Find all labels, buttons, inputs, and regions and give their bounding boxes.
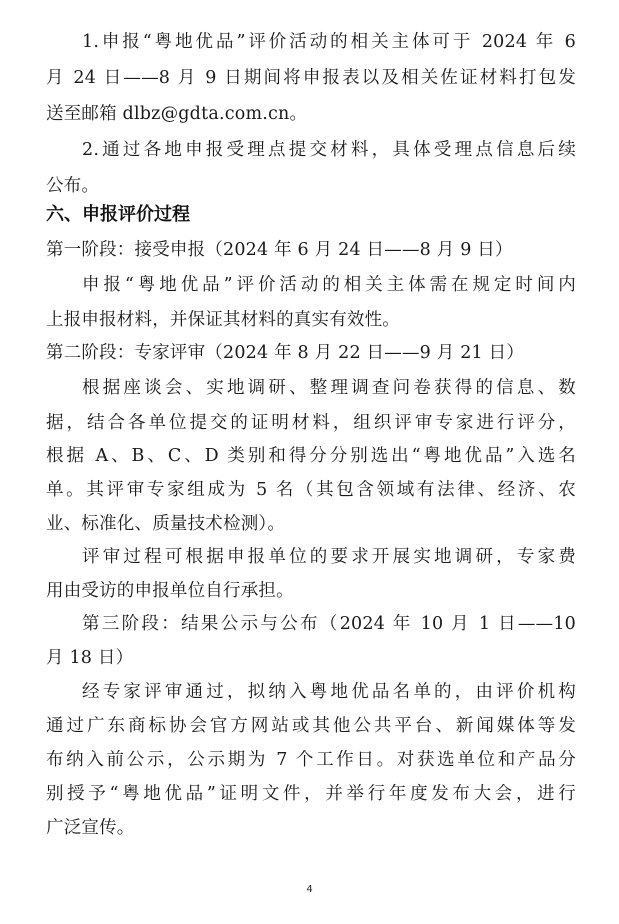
item1-line-2: 月 24 日——8 月 9 日期间将申报表以及相关佐证材料打包发 bbox=[46, 68, 576, 88]
item1-line-1: 1.申报“粤地优品”评价活动的相关主体可于 2024 年 6 bbox=[82, 32, 576, 52]
stage1-body-line-2: 上报申报材料，并保证其材料的真实有效性。 bbox=[46, 310, 400, 330]
stage2-title: 第二阶段：专家评审（2024 年 8 月 22 日——9 月 21 日） bbox=[46, 343, 525, 363]
stage3-body-line-1: 经专家评审通过，拟纳入粤地优品名单的，由评价机构 bbox=[82, 682, 576, 702]
stage3-title-line-2: 月 18 日） bbox=[46, 648, 134, 668]
stage1-body-line-1: 申报“粤地优品”评价活动的相关主体需在规定时间内 bbox=[82, 275, 576, 295]
stage2-body-line-2: 据，结合各单位提交的证明材料，组织评审专家进行评分， bbox=[46, 413, 576, 433]
item2-line-1: 2.通过各地申报受理点提交材料，具体受理点信息后续 bbox=[82, 140, 576, 160]
item2-line-2: 公布。 bbox=[46, 176, 100, 196]
stage2-body-line-1: 根据座谈会、实地调研、整理调查问卷获得的信息、数 bbox=[82, 378, 576, 398]
stage1-title: 第一阶段：接受申报（2024 年 6 月 24 日——8 月 9 日） bbox=[46, 240, 513, 260]
stage2-body-line-5: 业、标准化、质量技术检测）。 bbox=[46, 514, 286, 534]
stage3-body-line-2: 通过广东商标协会官方网站或其他公共平台、新闻媒体等发 bbox=[46, 716, 576, 736]
stage2-body2-line-1: 评审过程可根据申报单位的要求开展实地调研，专家费 bbox=[82, 547, 576, 567]
stage3-title-line-1: 第三阶段：结果公示与公布（2024 年 10 月 1 日——10 bbox=[82, 614, 576, 634]
stage2-body-line-4: 单。其评审专家组成为 5 名（其包含领域有法律、经济、农 bbox=[46, 480, 576, 500]
stage3-body-line-3: 布纳入前公示，公示期为 7 个工作日。对获选单位和产品分 bbox=[46, 750, 576, 770]
section-title: 六、申报评价过程 bbox=[46, 204, 190, 225]
stage2-body-line-3: 根据 A、B、C、D 类别和得分分别选出“粤地优品”入选名 bbox=[46, 446, 576, 466]
stage2-body2-line-2: 用由受访的申报单位自行承担。 bbox=[46, 581, 294, 601]
stage3-body-line-5: 广泛宣传。 bbox=[46, 818, 135, 838]
stage3-body-line-4: 别授予“粤地优品”证明文件，并举行年度发布大会，进行 bbox=[46, 784, 576, 804]
item1-line-3: 送至邮箱 dlbz@gdta.com.cn。 bbox=[46, 104, 308, 124]
page-number: 4 bbox=[306, 884, 313, 895]
